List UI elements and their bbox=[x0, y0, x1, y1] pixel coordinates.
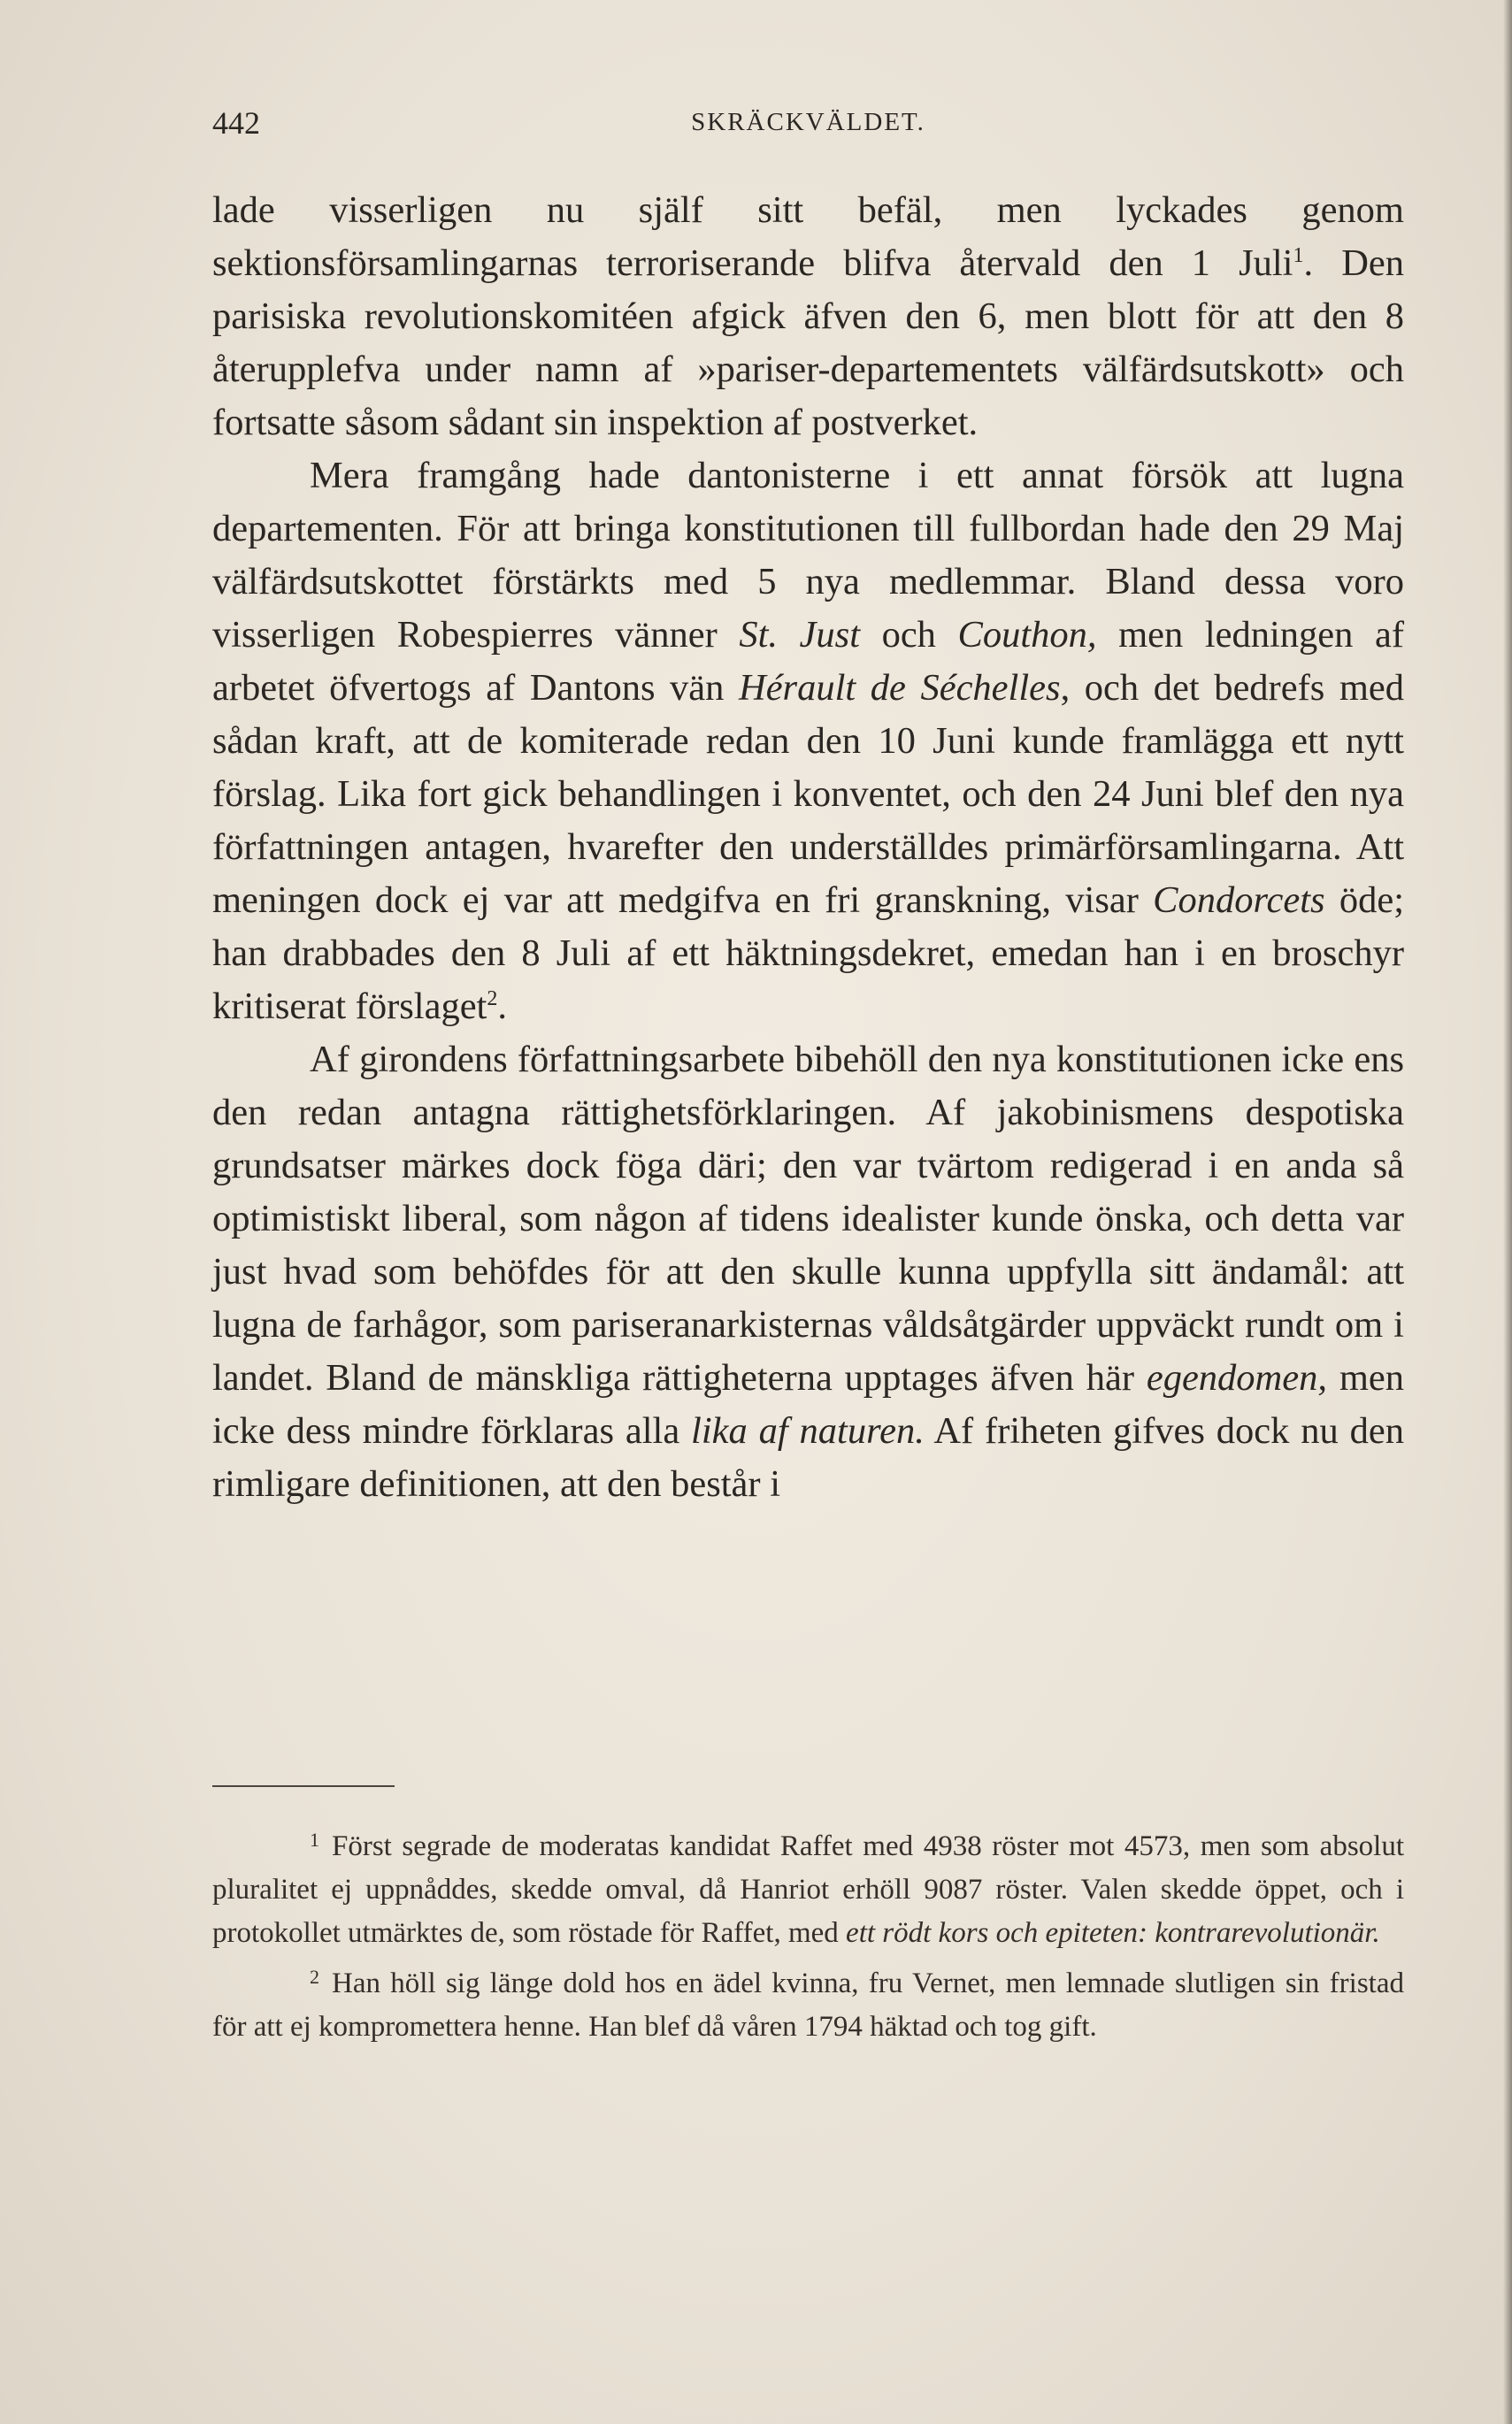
paragraph-1 bbox=[212, 184, 1404, 449]
term-egendomen: egendomen, bbox=[1146, 1357, 1327, 1399]
paragraph-2 bbox=[212, 449, 1404, 1033]
paragraph-2-seg-6: . bbox=[497, 986, 507, 1027]
paragraph-3-seg-2: men icke dess mindre förklaras alla bbox=[212, 1357, 1404, 1452]
name-condorcet: Condorcets bbox=[1153, 879, 1325, 921]
footnote-2-text: Han höll sig länge dold hos en ädel kvinna, fru Vernet, men lemnade slutligen sin fristad för att ej kompromettera henne. Han blef då våren 1794 häktad och tog gift. bbox=[212, 1968, 1404, 2043]
footnote-divider bbox=[212, 1785, 395, 1787]
paragraph-3 bbox=[212, 1033, 1404, 1511]
name-herault: Hérault de Séchelles bbox=[739, 667, 1061, 709]
footnote-1 bbox=[212, 1818, 1404, 1955]
footnote-1-text: Först segrade de moderatas kandidat Raffet med 4938 röster mot 4573, men som absolut pluralitet ej uppnåddes, skedde omval, då Hanriot erhöll 9087 röster. Valen skedde öppet, och i protokollet utmärktes de, som röstade för Raffet, med bbox=[212, 1830, 1404, 1949]
name-st-just: St. Just bbox=[739, 614, 861, 656]
paragraph-2-seg-2: och bbox=[860, 614, 958, 656]
footnote-ref-2: 2 bbox=[487, 986, 498, 1010]
footnote-1-mark: 1 bbox=[310, 1829, 319, 1851]
footnote-2-mark: 2 bbox=[310, 1966, 319, 1988]
footnote-ref-1: 1 bbox=[1293, 243, 1304, 267]
paragraph-1-text: lade visserligen nu själf sitt befäl, men lyckades genom sektionsförsamlingarnas terroriserande blifva återvald den 1 Juli bbox=[212, 189, 1404, 284]
paragraph-2-seg-4: , och det bedrefs med sådan kraft, att de komiterade redan den 10 Juni kunde framlägga ett nytt förslag. Lika fort gick behandlingen i konventet, och den 24 Juni blef den nya författningen antagen, hvarefter den underställdes primärförsamlingarna. Att meningen dock ej var att medgifva en fri granskning, visar bbox=[212, 667, 1404, 921]
page-number: 442 bbox=[212, 105, 260, 141]
name-couthon: Couthon, bbox=[957, 614, 1097, 656]
running-title: SKRÄCKVÄLDET. bbox=[691, 108, 925, 136]
paragraph-1-text-cont: . Den parisiska revolutionskomitéen afgick äfven den 6, men blott för att den 8 återupplefva under namn af »pariser-departementets välfärdsutskott» och fortsatte såsom sådant sin inspektion af postverket. bbox=[212, 242, 1404, 443]
paragraph-3-seg-1: Af girondens författningsarbete bibehöll den nya konstitutionen icke ens den redan antagna rättighetsförklaringen. Af jakobinismens despotiska grundsatser märkes dock föga däri; den var tvärtom redigerad i en anda så optimistiskt liberal, som någon af tidens idealister kunde önska, och detta var just hvad som behöfdes för att den skulle kunna uppfylla sitt ändamål: att lugna de farhågor, som pariseranarkisternas våldsåtgärder uppväckt rundt om i landet. Bland de mänskliga rättigheterna upptages äfven här bbox=[212, 1039, 1404, 1399]
body-text bbox=[212, 184, 1404, 1511]
paragraph-3-seg-3: Af friheten gifves dock nu den rimligare definitionen, att den består i bbox=[212, 1410, 1404, 1505]
paragraph-2-seg-1: Mera framgång hade dantonisterne i ett annat försök att lugna departementen. För att bringa konstitutionen till fullbordan hade den 29 Maj välfärdsutskottet förstärkts med 5 nya medlemmar. Bland dessa voro visserligen Robespierres vänner bbox=[212, 455, 1404, 656]
paragraph-2-seg-5: öde; han drabbades den 8 Juli af ett häktningsdekret, emedan han i en broschyr kritiserat förslaget bbox=[212, 879, 1405, 1027]
footnotes bbox=[212, 1818, 1404, 2049]
running-head bbox=[212, 104, 1404, 157]
paragraph-2-seg-3: men ledningen af arbetet öfvertogs af Dantons vän bbox=[212, 614, 1404, 709]
footnote-1-italic: ett rödt kors och epiteten: kontrarevolutionär. bbox=[846, 1917, 1380, 1949]
footnote-2 bbox=[212, 1955, 1404, 2049]
term-lika-af-naturen: lika af naturen. bbox=[691, 1410, 925, 1452]
